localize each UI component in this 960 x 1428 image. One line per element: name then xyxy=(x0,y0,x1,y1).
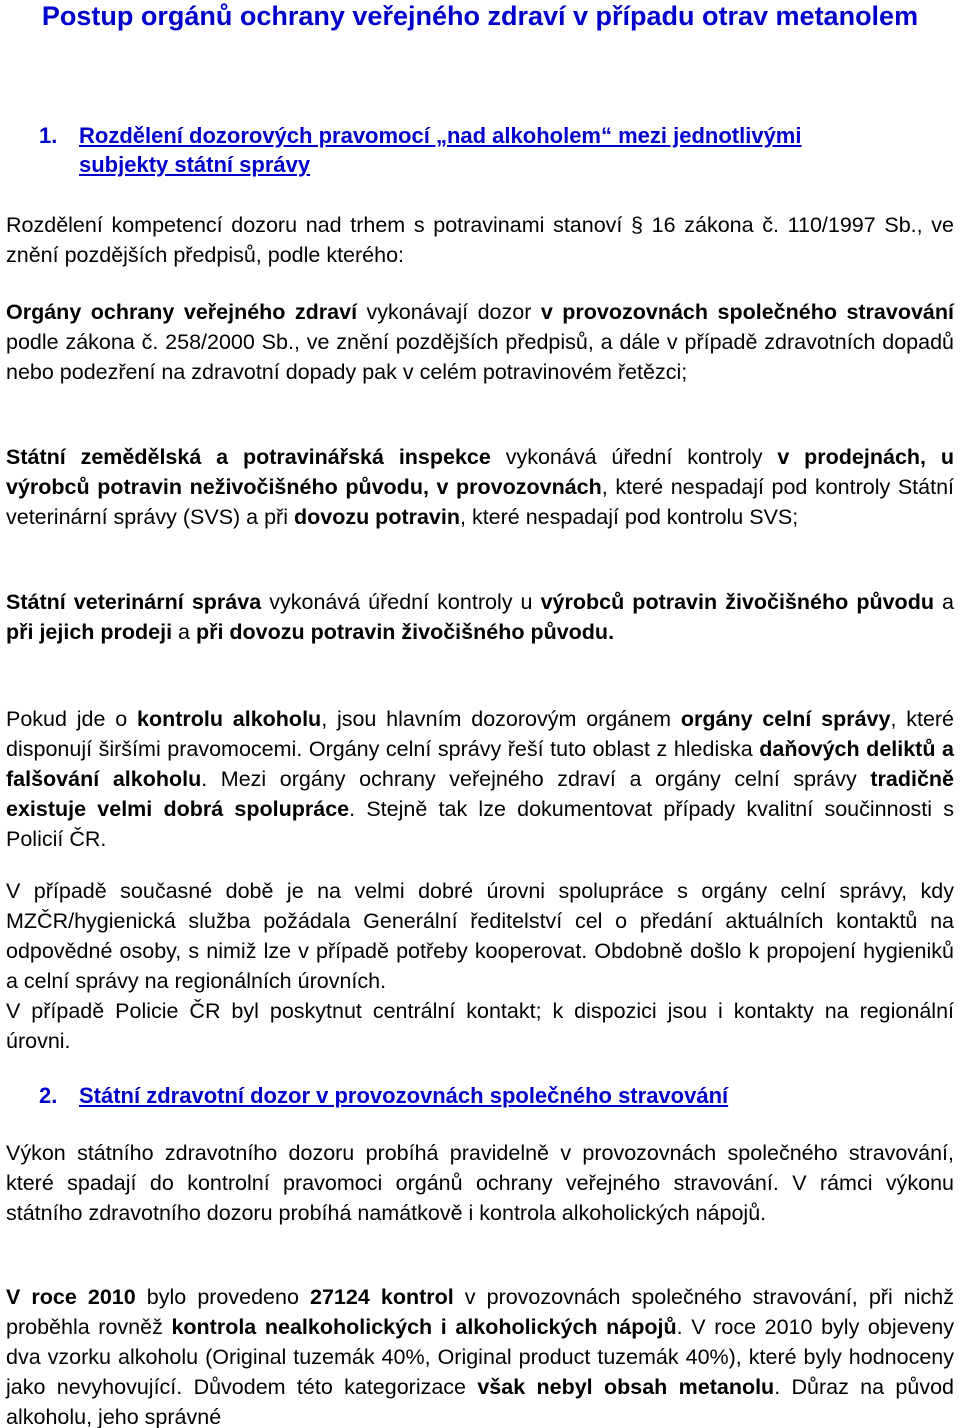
section-2-title: Státní zdravotní dozor v provozovnách společného stravování xyxy=(79,1083,729,1108)
bold-text: v prodejnách, u výrobců potravin neživočišného původu, v provozovnách xyxy=(6,445,955,499)
section-1-title-line2: subjekty státní správy xyxy=(79,152,311,177)
paragraph-text: . Důraz na původ alkoholu, jeho správné xyxy=(6,1375,954,1428)
bold-text: Státní veterinární správa xyxy=(6,590,262,614)
paragraph-text: , které nespadají pod kontrolu SVS; xyxy=(460,505,799,529)
paragraph-text: bylo provedeno xyxy=(135,1285,310,1309)
bold-text: Orgány ochrany veřejného zdraví xyxy=(6,300,358,324)
paragraph-health-supervision xyxy=(6,1138,954,1228)
bold-text: při dovozu potravin živočišného původu. xyxy=(195,620,615,644)
paragraph-text: , jsou hlavním dozorovým orgánem xyxy=(321,707,681,731)
paragraph-text: vykonávají dozor xyxy=(357,300,541,324)
paragraph-text: Výkon státního zdravotního dozoru probíhá pravidelně v provozovnách společného stravování, které spadají do kontrolní pravomoci orgánů ochrany veřejného stravování. V rámci výkonu státního zdravotního dozoru probíhá namátkově i kontrola alkoholických nápojů. xyxy=(6,1141,954,1225)
bold-text: V roce 2010 xyxy=(6,1285,136,1309)
paragraph-text: vykonává úřední kontroly u xyxy=(261,590,541,614)
bold-text: dovozu potravin xyxy=(293,505,460,529)
paragraph-text: . Mezi orgány ochrany veřejného zdraví a orgány celní správy xyxy=(201,767,871,791)
paragraph-text: a xyxy=(172,620,196,644)
document-title: Postup orgánů ochrany veřejného zdraví v případu otrav metanolem xyxy=(41,1,919,31)
bold-text: tradičně existuje velmi dobrá spolupráce xyxy=(6,767,954,821)
bold-text: kontrolu alkoholu xyxy=(137,707,322,731)
paragraph-text: a xyxy=(933,590,955,614)
bold-text: kontrola nealkoholických i alkoholických nápojů xyxy=(171,1315,677,1339)
paragraph-text: vykonává úřední kontroly xyxy=(490,445,778,469)
paragraph-svs xyxy=(6,587,954,647)
bold-text: daňových deliktů a falšování alkoholu xyxy=(6,737,954,791)
bold-text: výrobců potravin živočišného původu xyxy=(540,590,934,614)
section-1-number: 1. xyxy=(39,123,58,148)
paragraph-cooperation xyxy=(6,876,954,1056)
bold-text: orgány celní správy xyxy=(680,707,891,731)
bold-text: Státní zemědělská a potravinářská inspekce xyxy=(6,445,491,469)
paragraph-alcohol-control xyxy=(6,704,954,854)
paragraph-text: V případě Policie ČR byl poskytnut centrální kontakt; k dispozici jsou i kontakty na regionální úrovni. xyxy=(6,999,954,1053)
paragraph-text: . V roce 2010 byly objeveny dva vzorku alkoholu (Original tuzemák 40%, Original product tuzemák 40%), které byly hodnoceny jako nevyhovující. Důvodem této kategorizace xyxy=(6,1315,954,1399)
bold-text: v provozovnách společného stravování xyxy=(540,300,954,324)
paragraph-text: Rozdělení kompetencí dozoru nad trhem s potravinami stanoví § 16 zákona č. 110/1997 Sb., ve znění pozdějších předpisů, podle kterého: xyxy=(6,213,954,267)
paragraph-text: Pokud jde o xyxy=(6,707,137,731)
bold-text: 27124 kontrol xyxy=(310,1285,454,1309)
paragraph-text: V případě současné době je na velmi dobré úrovni spolupráce s orgány celní správy, kdy MZČR/hygienická služba požádala Generální ředitelství cel o předání aktuálních kontaktů na odpovědné osoby, s nimiž lze v případě potřeby kooperovat. Obdobně došlo k propojení hygieniků a celní správy na regionálních úrovních. xyxy=(6,879,954,993)
paragraph-text: v provozovnách společného stravování, při nichž proběhla rovněž xyxy=(6,1285,954,1339)
paragraph-public-health-bodies xyxy=(6,297,954,387)
bold-text: při jejich prodeji xyxy=(6,620,173,644)
paragraph-szpi xyxy=(6,442,954,532)
section-1-title-line1: Rozdělení dozorových pravomocí „nad alkoholem“ mezi jednotlivými xyxy=(79,123,802,148)
section-2-number: 2. xyxy=(39,1083,58,1108)
paragraph-2010-results xyxy=(6,1282,954,1428)
paragraph-competence xyxy=(6,210,954,270)
bold-text: však nebyl obsah metanolu xyxy=(477,1375,775,1399)
section-2-heading xyxy=(39,1081,919,1110)
section-1-heading xyxy=(39,121,919,179)
paragraph-text: , které disponují širšími pravomocemi. Orgány celní správy řeší tuto oblast z hlediska xyxy=(6,707,955,761)
paragraph-text: . Stejně tak lze dokumentovat případy kvalitní součinnosti s Policií ČR. xyxy=(6,797,954,851)
paragraph-text: podle zákona č. 258/2000 Sb., ve znění pozdějších předpisů, a dále v případě zdravotních dopadů nebo podezření na zdravotní dopady pak v celém potravinovém řetězci; xyxy=(6,330,954,384)
paragraph-text: , které nespadají pod kontroly Státní veterinární správy (SVS) a při xyxy=(6,475,954,529)
